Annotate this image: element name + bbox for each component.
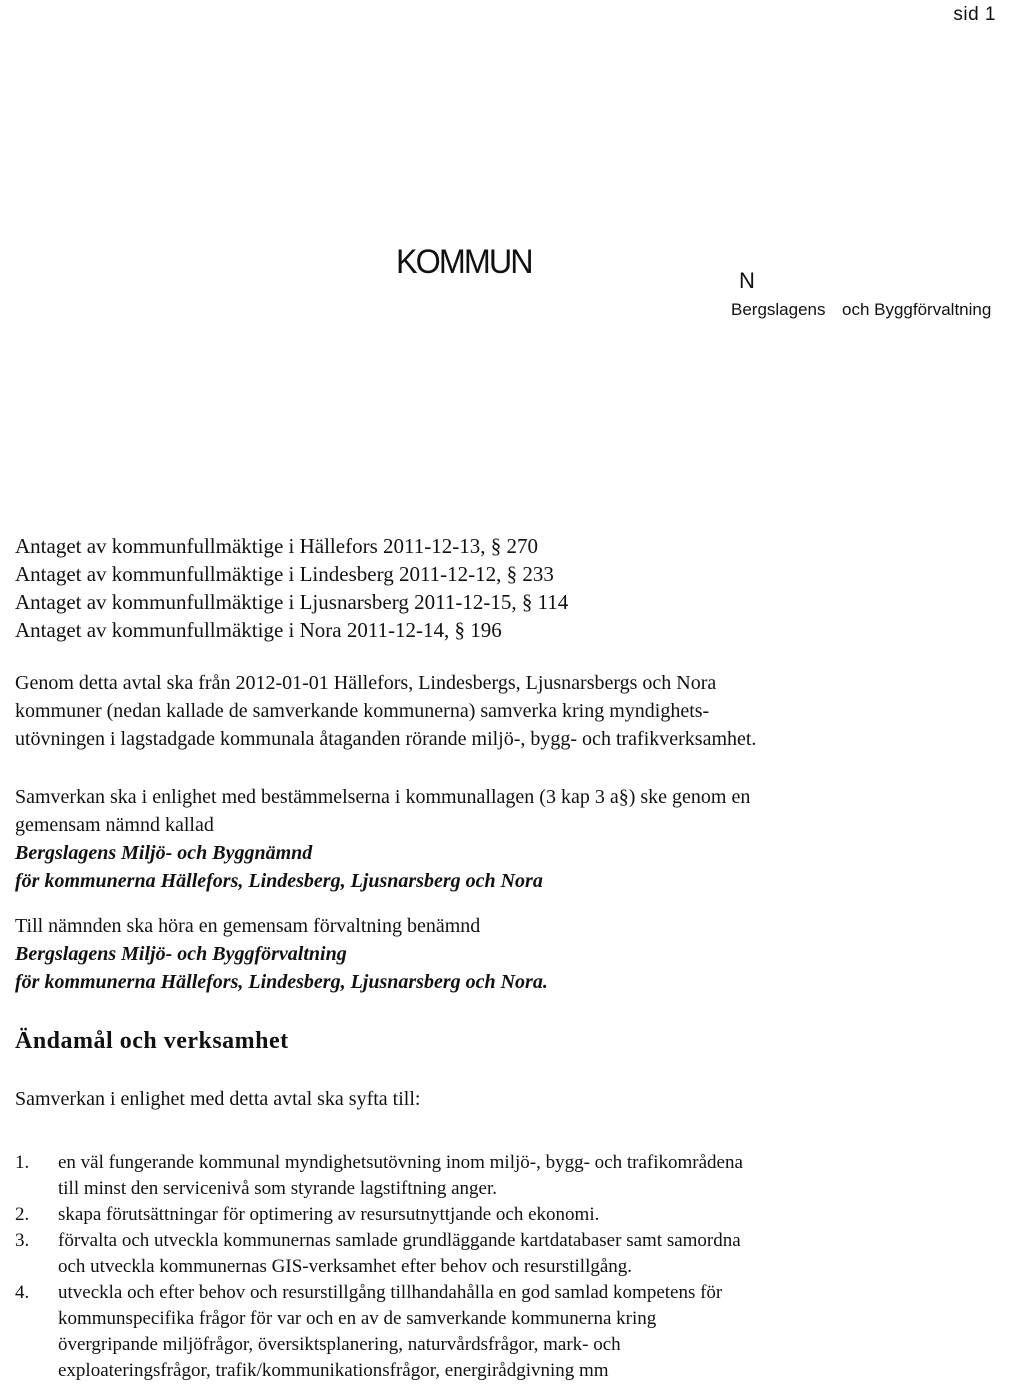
list-item [15, 1228, 743, 1280]
list-item-line: utveckla och efter behov och resurstillgång tillhandahålla en god samlad kompetens för [58, 1282, 723, 1303]
list-item [15, 1202, 743, 1228]
committee-paragraph [15, 783, 750, 895]
list-item-line: en väl fungerande kommunal myndighetsutövning inom miljö-, bygg- och trafikområdena [58, 1152, 743, 1173]
section-heading: Ändamål och verksamhet [15, 1028, 289, 1054]
adoption-line: Antaget av kommunfullmäktige i Hällefors 2011-12-13, § 270 [15, 534, 538, 558]
paragraph-line: Genom detta avtal ska från 2012-01-01 Hällefors, Lindesbergs, Ljusnarsbergs och Nora [15, 672, 717, 694]
paragraph-line: utövningen i lagstadgade kommunala åtaganden rörande miljö-, bygg- och trafikverksamhet. [15, 728, 757, 750]
org-name-part-2: och Byggförvaltning [842, 300, 992, 319]
list-item-line: kommunspecifika frågor för var och en av de samverkande kommunerna kring [58, 1308, 657, 1329]
list-item-line: till minst den servicenivå som styrande lagstiftning anger. [58, 1178, 498, 1199]
administration-paragraph [15, 912, 548, 996]
administration-name: Bergslagens Miljö- och Byggförvaltning [15, 943, 347, 965]
list-item-line: skapa förutsättningar för optimering av resursutnyttjande och ekonomi. [58, 1204, 600, 1225]
list-item [15, 1150, 743, 1202]
adoption-line: Antaget av kommunfullmäktige i Ljusnarsberg 2011-12-15, § 114 [15, 590, 569, 614]
list-item-number: 1. [15, 1152, 30, 1173]
list-item-number: 4. [15, 1282, 30, 1303]
adoption-line: Antaget av kommunfullmäktige i Lindesberg 2011-12-12, § 233 [15, 562, 554, 586]
paragraph-line: Till nämnden ska höra en gemensam förvaltning benämnd [15, 915, 481, 937]
list-item-line: och utveckla kommunernas GIS-verksamhet efter behov och resurstillgång. [58, 1256, 633, 1277]
list-item-number: 2. [15, 1204, 30, 1225]
org-name-part-1: Bergslagens [731, 300, 826, 319]
paragraph-line: kommuner (nedan kallade de samverkande kommunerna) samverka kring myndighets- [15, 700, 710, 722]
section-intro: Samverkan i enlighet med detta avtal ska syfta till: [15, 1088, 421, 1110]
paragraph-line: gemensam nämnd kallad [15, 814, 214, 836]
list-item [15, 1280, 743, 1384]
paragraph-line: Samverkan ska i enlighet med bestämmelserna i kommunallagen (3 kap 3 a§) ske genom en [15, 786, 751, 808]
org-logo-letter: N [739, 268, 755, 293]
list-item-line: förvalta och utveckla kommunernas samlade grundläggande kartdatabaser samt samordna [58, 1230, 741, 1251]
page-number: sid 1 [953, 4, 996, 25]
purpose-list [15, 1150, 743, 1384]
list-item-line: exploateringsfrågor, trafik/kommunikationsfrågor, energirådgivning mm [58, 1360, 609, 1381]
committee-municipalities: för kommunerna Hällefors, Lindesberg, Ljusnarsberg och Nora [15, 870, 543, 892]
kommun-logo-text: KOMMUN [396, 243, 532, 281]
list-item-line: övergripande miljöfrågor, översiktsplanering, naturvårdsfrågor, mark- och [58, 1334, 621, 1355]
adoption-line: Antaget av kommunfullmäktige i Nora 2011-12-14, § 196 [15, 618, 502, 642]
committee-name: Bergslagens Miljö- och Byggnämnd [15, 842, 313, 864]
agreement-paragraph [15, 669, 756, 753]
adoption-list [15, 532, 568, 644]
administration-municipalities: för kommunerna Hällefors, Lindesberg, Ljusnarsberg och Nora. [15, 971, 548, 993]
list-item-number: 3. [15, 1230, 30, 1251]
